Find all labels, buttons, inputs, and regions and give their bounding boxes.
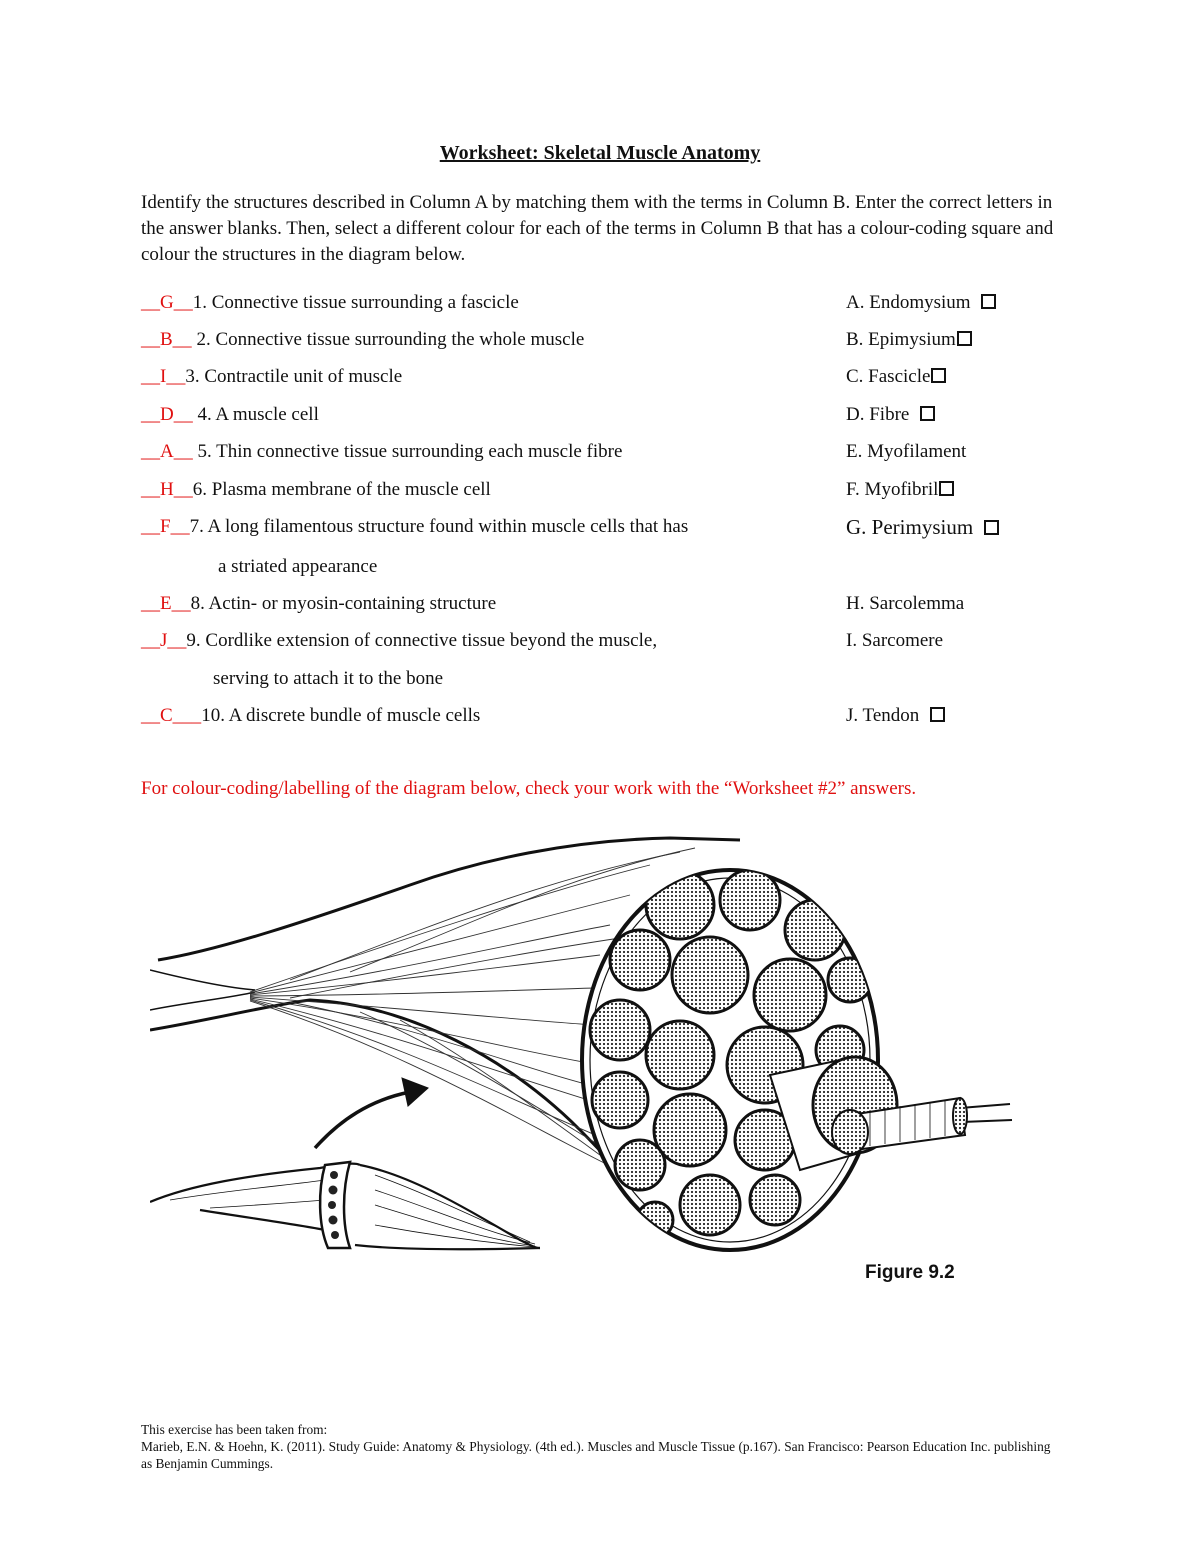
question-text: 7. A long filamentous structure found within muscle cells that has bbox=[189, 516, 689, 537]
colour-square[interactable] bbox=[939, 481, 954, 496]
citation-intro: This exercise has been taken from: bbox=[141, 1422, 328, 1437]
colour-square[interactable] bbox=[931, 368, 946, 383]
answer-blank[interactable]: __E__ bbox=[141, 593, 191, 614]
answer-blank[interactable]: __G__ bbox=[141, 292, 193, 313]
answer-blank[interactable]: __J__ bbox=[141, 630, 187, 651]
term-sarcomere: I. Sarcomere bbox=[846, 630, 944, 651]
question-3 bbox=[141, 366, 402, 388]
term-fascicle: C. Fascicle bbox=[846, 366, 946, 388]
question-6 bbox=[141, 479, 491, 501]
question-text: 4. A muscle cell bbox=[192, 404, 319, 425]
question-8 bbox=[141, 593, 496, 615]
whole-muscle-small bbox=[150, 1162, 540, 1249]
figure-label: Figure 9.2 bbox=[865, 1262, 955, 1283]
question-2 bbox=[141, 329, 584, 351]
term-fibre: D. Fibre bbox=[846, 404, 935, 426]
question-9-continuation: serving to attach it to the bone bbox=[213, 668, 444, 689]
question-text: 6. Plasma membrane of the muscle cell bbox=[192, 479, 491, 500]
answer-blank[interactable]: __B__ bbox=[141, 329, 192, 350]
question-text: 10. A discrete bundle of muscle cells bbox=[201, 705, 481, 726]
answer-blank[interactable]: __I__ bbox=[141, 366, 186, 387]
question-text: 1. Connective tissue surrounding a fascicle bbox=[192, 292, 519, 313]
term-myofilament: E. Myofilament bbox=[846, 441, 967, 462]
question-text: 9. Cordlike extension of connective tissue beyond the muscle, bbox=[186, 630, 658, 651]
term-perimysium: G. Perimysium bbox=[846, 515, 999, 540]
question-5 bbox=[141, 441, 622, 463]
colour-square[interactable] bbox=[984, 520, 999, 535]
question-1 bbox=[141, 292, 519, 314]
citation-footer bbox=[141, 1421, 1061, 1472]
question-7 bbox=[141, 516, 688, 538]
muscle-cross-section bbox=[582, 870, 878, 1250]
skeletal-muscle-diagram bbox=[150, 830, 1020, 1270]
question-text: 2. Connective tissue surrounding the whole muscle bbox=[191, 329, 585, 350]
question-text: 5. Thin connective tissue surrounding each muscle fibre bbox=[192, 441, 623, 462]
question-7-continuation: a striated appearance bbox=[218, 556, 378, 577]
answer-blank[interactable]: __F__ bbox=[141, 516, 190, 537]
instructions: Identify the structures described in Column A by matching them with the terms in Column B. Enter the correct letters in the answer blanks. Then, select a different colour for each of the terms in Column B that has a colour-coding square and colour the structures in the diagram below. bbox=[141, 192, 1054, 265]
colour-coding-note: For colour-coding/labelling of the diagram below, check your work with the “Worksheet #2” answers. bbox=[141, 778, 917, 799]
question-text: 3. Contractile unit of muscle bbox=[185, 366, 403, 387]
term-epimysium: B. Epimysium bbox=[846, 329, 972, 351]
question-text: 8. Actin- or myosin-containing structure bbox=[190, 593, 497, 614]
colour-square[interactable] bbox=[981, 294, 996, 309]
fascicle-extension bbox=[770, 1057, 1012, 1170]
worksheet-title: Worksheet: Skeletal Muscle Anatomy bbox=[439, 142, 761, 164]
answer-blank[interactable]: __D__ bbox=[141, 404, 193, 425]
question-9 bbox=[141, 630, 657, 652]
term-endomysium: A. Endomysium bbox=[846, 292, 996, 314]
term-tendon: J. Tendon bbox=[846, 705, 945, 727]
colour-square[interactable] bbox=[930, 707, 945, 722]
term-myofibril: F. Myofibril bbox=[846, 479, 954, 501]
question-10 bbox=[141, 705, 480, 727]
answer-blank[interactable]: __A__ bbox=[141, 441, 193, 462]
answer-blank[interactable]: __H__ bbox=[141, 479, 193, 500]
colour-square[interactable] bbox=[920, 406, 935, 421]
answer-blank[interactable]: __C___ bbox=[141, 705, 202, 726]
colour-square[interactable] bbox=[957, 331, 972, 346]
question-4 bbox=[141, 404, 319, 426]
citation-reference: Marieb, E.N. & Hoehn, K. (2011). Study Guide: Anatomy & Physiology. (4th ed.). Muscles and Muscle Tissue (p.167). San Francisco: Pearson Education Inc. publishing as Benjamin Cummings. bbox=[141, 1439, 1051, 1471]
term-sarcolemma: H. Sarcolemma bbox=[846, 593, 965, 614]
arrow-icon bbox=[315, 1078, 428, 1148]
